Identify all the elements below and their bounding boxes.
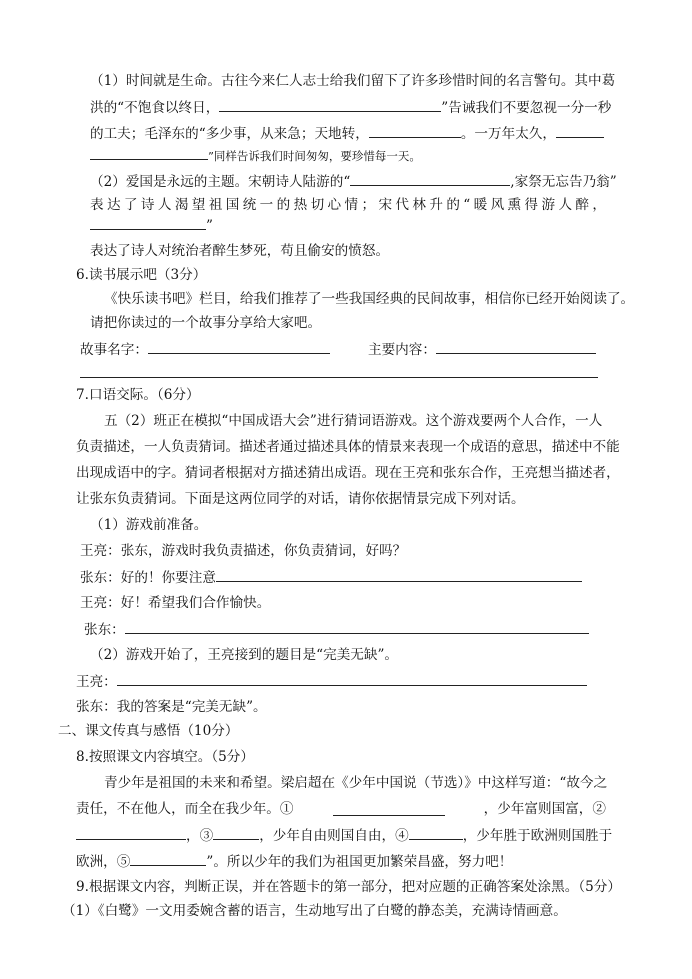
story-content-input[interactable] bbox=[436, 340, 596, 354]
q7-dialog-5: 王亮： bbox=[76, 672, 587, 691]
q5-blank-6[interactable] bbox=[90, 216, 206, 230]
q5-blank-2[interactable] bbox=[369, 124, 461, 138]
story-content-line-2[interactable] bbox=[80, 377, 598, 378]
q5-p1-line3: 的工夫；毛泽东的“多少事，从来急；天地转， 。一万年太久， bbox=[90, 124, 604, 143]
q5-p2-line3: ” bbox=[90, 216, 213, 235]
q8-line4: 欧洲，⑤ ”。所以少年的我们为祖国更加繁荣昌盛，努力吧！ bbox=[76, 854, 513, 870]
q8-line2: 责任，不在他人，而全在我少年。① ，少年富则国富，② bbox=[76, 801, 606, 817]
q5-p1-line4: ”同样告诉我们时间匆匆，要珍惜每一天。 bbox=[90, 146, 421, 165]
q8-line3: ，③ ，少年自由则国自由，④ ，少年胜于欧洲则国胜于 bbox=[76, 826, 612, 845]
q7-sub2: （2）游戏开始了，王亮接到的题目是“完美无缺”。 bbox=[90, 647, 399, 663]
q7-para-line2: 负责描述，一人负责猜词。描述者通过描述具体的情景来表现一个成语的意思，描述中不能 bbox=[76, 439, 620, 455]
q7-answer-2[interactable] bbox=[125, 620, 589, 634]
q8-title: 8.按照课文内容填空。（5分） bbox=[76, 749, 254, 765]
q8-blank-1[interactable] bbox=[333, 802, 445, 816]
q7-answer-1[interactable] bbox=[216, 568, 582, 582]
q5-p2-line4: 表达了诗人对统治者醉生梦死，苟且偷安的愤怒。 bbox=[90, 243, 390, 259]
q7-para-line3: 出现成语中的字。猜词者根据对方描述猜出成语。现在王亮和张东合作，王亮想当描述者， bbox=[76, 465, 620, 481]
section2-title: 二、课文传真与感悟（10分） bbox=[58, 723, 239, 739]
q8-line1: 青少年是祖国的未来和希望。梁启超在《少年中国说（节选）》中这样写道：“故今之 bbox=[104, 775, 608, 791]
q5-p2-line2: 表达了诗人渴望祖国统一的热切心情；宋代林升的“暖风熏得游人醉， bbox=[90, 197, 606, 213]
q5-blank-3[interactable] bbox=[556, 124, 604, 138]
q6-title: 6.读书展示吧（3分） bbox=[76, 267, 207, 283]
q5-p1-line1: （1）时间就是生命。古往今来仁人志士给我们留下了许多珍惜时间的名言警句。其中葛 bbox=[90, 73, 616, 89]
q7-dialog-4: 张东： bbox=[84, 620, 589, 639]
q7-dialog-6: 张东：我的答案是“完美无缺”。 bbox=[76, 699, 267, 715]
q6-body-line2: 请把你读过的一个故事分享给大家吧。 bbox=[90, 315, 322, 331]
q9-item-1: （1）《白鹭》一文用委婉含蓄的语言，生动地写出了白鹭的静态美，充满诗情画意。 bbox=[62, 903, 567, 919]
q7-dialog-1: 王亮：张东，游戏时我负责描述，你负责猜词，好吗？ bbox=[80, 543, 407, 559]
q7-para-line1: 五（2）班正在模拟“中国成语大会”进行猜词语游戏。这个游戏要两个人合作，一人 bbox=[104, 413, 603, 429]
q7-answer-3[interactable] bbox=[117, 672, 587, 686]
q8-blank-4[interactable] bbox=[409, 826, 463, 840]
q5-p1-line2: 洪的“不饱食以终日， ”告诫我们不要忽视一分一秒 bbox=[90, 100, 612, 116]
q5-blank-5[interactable] bbox=[350, 172, 510, 186]
q8-blank-5[interactable] bbox=[130, 852, 206, 866]
q5-p2-line1: （2）爱国是永远的主题。宋朝诗人陆游的“ ,家祭无忘告乃翁” bbox=[90, 174, 617, 190]
q9-title: 9.根据课文内容，判断正误，并在答题卡的第一部分，把对应题的正确答案处涂黑。（5分） bbox=[76, 879, 621, 895]
q7-para-line4: 让张东负责猜词。下面是这两位同学的对话，请你依据情景完成下列对话。 bbox=[76, 491, 525, 507]
q6-body-line1: 《快乐读书吧》栏目，给我们推荐了一些我国经典的民间故事，相信你已经开始阅读了。 bbox=[104, 291, 635, 307]
q7-dialog-3: 王亮：好！希望我们合作愉快。 bbox=[80, 595, 271, 611]
q5-blank-4[interactable] bbox=[90, 146, 208, 160]
q7-title: 7.口语交际。（6分） bbox=[76, 387, 200, 403]
q7-sub1: （1）游戏前准备。 bbox=[90, 517, 208, 533]
q8-blank-2[interactable] bbox=[76, 826, 186, 840]
q8-blank-3[interactable] bbox=[213, 826, 259, 840]
story-name-input[interactable] bbox=[148, 340, 330, 354]
q6-story-name-row: 故事名字： bbox=[80, 340, 330, 359]
q5-blank-1[interactable] bbox=[219, 98, 441, 112]
q7-dialog-2: 张东：好的！你要注意 bbox=[80, 568, 582, 587]
q6-content-row: 主要内容： bbox=[368, 340, 596, 359]
